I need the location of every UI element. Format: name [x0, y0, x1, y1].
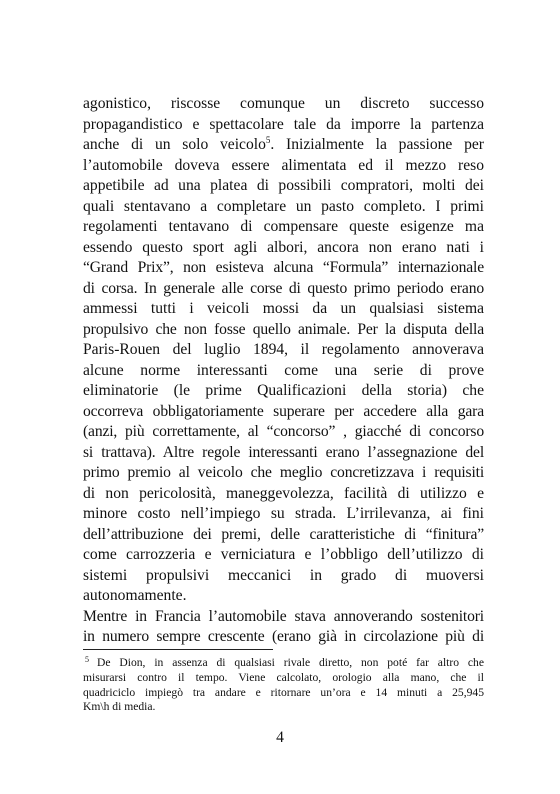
footnote-text: De Dion, in assenza di qualsiasi rivale diretto, non poté far altro che: [97, 656, 484, 669]
text-fragment: . Inizialmente la passione per: [270, 136, 484, 153]
text-line: dell’attribuzione dei premi, delle caratteristiche di “finitura”: [83, 525, 484, 543]
text-line: autonomamente.: [83, 587, 187, 604]
text-line: ammessi tutti i veicoli mossi da un qualsiasi sistema: [83, 300, 484, 317]
footnote-line: quadriciclo impiegò tra andare e ritornare un’ora e 14 minuti a 25,945: [83, 685, 484, 699]
footnote: [83, 656, 484, 715]
page-number: 4: [276, 729, 284, 746]
text-line: si trattava). Altre regole interessanti erano l’assegnazione del: [83, 443, 484, 461]
text-line: sistemi propulsivi meccanici in grado di muoversi: [83, 566, 484, 584]
text-line: Mentre in Francia l’automobile stava annoverando sostenitori: [83, 607, 484, 625]
text-line: eliminatorie (le prime Qualificazioni della storia) che: [83, 382, 484, 399]
text-line: primo premio al veicolo che meglio concretizzava i requisiti: [83, 464, 484, 481]
text-line: quali stentavano a completare un pasto completo. I primi: [83, 197, 484, 215]
text-line: propagandistico e spettacolare tale da imporre la partenza: [83, 115, 484, 133]
footnote-divider: [83, 649, 273, 650]
text-line: propulsivo che non fosse quello animale. Per la disputa della: [83, 320, 484, 338]
text-line: di non pericolosità, maneggevolezza, facilità di utilizzo e: [83, 484, 484, 502]
text-line: alcune norme interessanti come una serie di prove: [83, 361, 484, 379]
footnote-line: misurarsi contro il tempo. Viene calcolato, orologio alla mano, che il: [83, 670, 484, 684]
text-line: regolamenti tentavano di compensare queste esigenze ma: [83, 218, 484, 235]
text-line: (anzi, più correttamente, al “concorso” , giacché di concorso: [83, 423, 484, 440]
text-line: “Grand Prix”, non esisteva alcuna “Formula” internazionale: [83, 259, 484, 276]
footnote-line: [83, 656, 484, 671]
text-line: agonistico, riscosse comunque un discreto successo: [83, 95, 484, 112]
text-line: minore costo nell’impiego su strada. L’irrilevanza, ai fini: [83, 505, 484, 522]
text-line: come carrozzeria e verniciatura e l’obbligo dell’utilizzo di: [83, 546, 484, 563]
body-text: [83, 94, 484, 648]
text-fragment: anche di un solo veicolo: [83, 136, 266, 153]
text-line: occorreva obbligatoriamente superare per accedere alla gara: [83, 402, 484, 420]
text-line: Paris-Rouen del luglio 1894, il regolamento annoverava: [83, 341, 484, 358]
footnote-line: Km\h di media.: [83, 700, 156, 714]
text-line: essendo questo sport agli albori, ancora non erano nati i: [83, 238, 484, 256]
text-line: l’automobile doveva essere alimentata ed il mezzo reso: [83, 156, 484, 174]
footnote-number: 5: [85, 655, 89, 664]
text-line: di corsa. In generale alle corse di questo primo periodo erano: [83, 279, 484, 297]
text-line-with-footnote-ref: [83, 135, 484, 156]
text-line: in numero sempre crescente (erano già in circolazione più di: [83, 628, 484, 645]
footnote-reference[interactable]: 5: [265, 135, 271, 145]
text-line: appetibile ad una platea di possibili compratori, molti dei: [83, 177, 484, 194]
